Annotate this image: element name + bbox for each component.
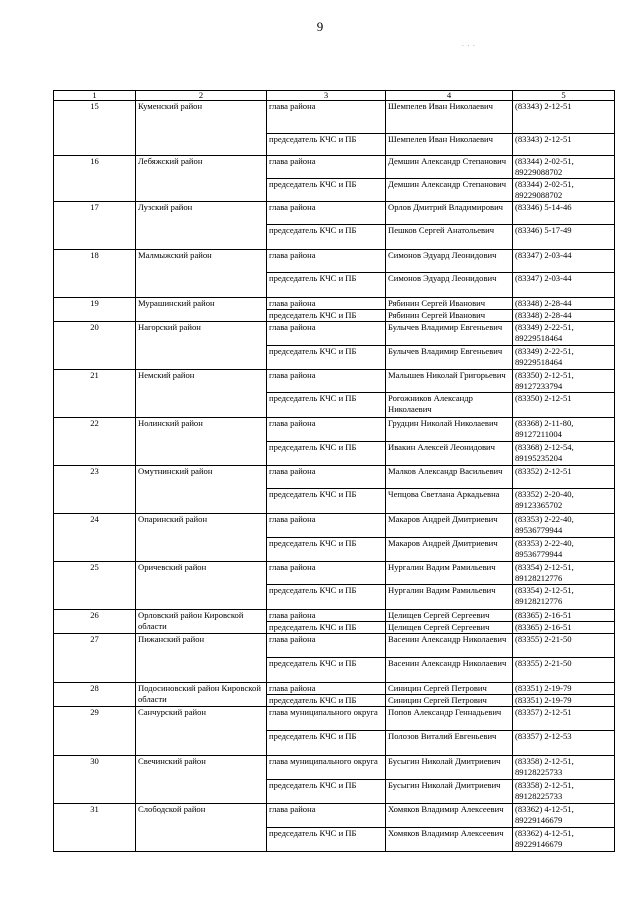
position-cell: глава района bbox=[267, 101, 386, 134]
phone-cell: (83349) 2-22-51, 89229518464 bbox=[513, 346, 615, 370]
row-number: 25 bbox=[54, 562, 136, 610]
row-number: 20 bbox=[54, 322, 136, 370]
position-cell: председатель КЧС и ПБ bbox=[267, 585, 386, 610]
table-row bbox=[54, 683, 615, 695]
position-cell: председатель КЧС и ПБ bbox=[267, 622, 386, 634]
table-row bbox=[54, 298, 615, 310]
phone-cell: (83344) 2-02-51, 89229088702 bbox=[513, 156, 615, 179]
position-cell: глава района bbox=[267, 466, 386, 489]
phone-cell: (83352) 2-20-40, 89123365702 bbox=[513, 489, 615, 514]
row-number: 22 bbox=[54, 418, 136, 466]
position-cell: глава района bbox=[267, 298, 386, 310]
position-cell: глава района bbox=[267, 202, 386, 225]
person-name-cell: Макаров Андрей Дмитриевич bbox=[386, 514, 513, 538]
phone-cell: (83344) 2-02-51, 89229088702 bbox=[513, 179, 615, 202]
table-row bbox=[54, 418, 615, 442]
table-row bbox=[54, 466, 615, 489]
phone-cell: (83355) 2-21-50 bbox=[513, 658, 615, 683]
person-name-cell: Рябинин Сергей Иванович bbox=[386, 310, 513, 322]
district-name: Оричевский район bbox=[136, 562, 267, 610]
position-cell: глава района bbox=[267, 250, 386, 273]
row-number: 19 bbox=[54, 298, 136, 322]
table-row bbox=[54, 756, 615, 780]
position-cell: глава района bbox=[267, 610, 386, 622]
person-name-cell: Синицин Сергей Петрович bbox=[386, 683, 513, 695]
position-cell: глава муниципального округа bbox=[267, 707, 386, 731]
row-number: 28 bbox=[54, 683, 136, 707]
phone-cell: (83357) 2-12-51 bbox=[513, 707, 615, 731]
table-row bbox=[54, 610, 615, 622]
header-row bbox=[54, 91, 615, 101]
table-row bbox=[54, 156, 615, 179]
district-name: Лузский район bbox=[136, 202, 267, 250]
phone-cell: (83368) 2-12-54, 89195235204 bbox=[513, 442, 615, 466]
person-name-cell: Макаров Андрей Дмитриевич bbox=[386, 538, 513, 562]
phone-cell: (83362) 4-12-51, 89229146679 bbox=[513, 804, 615, 828]
person-name-cell: Малков Александр Васильевич bbox=[386, 466, 513, 489]
person-name-cell: Симонов Эдуард Леонидович bbox=[386, 250, 513, 273]
phone-cell: (83362) 4-12-51, 89229146679 bbox=[513, 828, 615, 852]
person-name-cell: Шемпелев Иван Николаевич bbox=[386, 101, 513, 134]
phone-cell: (83347) 2-03-44 bbox=[513, 273, 615, 298]
phone-cell: (83351) 2-19-79 bbox=[513, 683, 615, 695]
position-cell: председатель КЧС и ПБ bbox=[267, 695, 386, 707]
district-name: Пижанский район bbox=[136, 634, 267, 683]
phone-cell: (83347) 2-03-44 bbox=[513, 250, 615, 273]
table-row bbox=[54, 370, 615, 393]
person-name-cell: Ивакин Алексей Леонидович bbox=[386, 442, 513, 466]
row-number: 24 bbox=[54, 514, 136, 562]
district-name: Слободской район bbox=[136, 804, 267, 852]
phone-cell: (83348) 2-28-44 bbox=[513, 310, 615, 322]
person-name-cell: Демшин Александр Степанович bbox=[386, 179, 513, 202]
position-cell: председатель КЧС и ПБ bbox=[267, 225, 386, 250]
row-number: 18 bbox=[54, 250, 136, 298]
table-row bbox=[54, 562, 615, 585]
position-cell: председатель КЧС и ПБ bbox=[267, 780, 386, 804]
person-name-cell: Рогожников Александр Николаевич bbox=[386, 393, 513, 418]
phone-cell: (83357) 2-12-53 bbox=[513, 731, 615, 756]
position-cell: председатель КЧС и ПБ bbox=[267, 346, 386, 370]
person-name-cell: Хомяков Владимир Алексеевич bbox=[386, 828, 513, 852]
person-name-cell: Булычев Владимир Евгеньевич bbox=[386, 322, 513, 346]
phone-cell: (83343) 2-12-51 bbox=[513, 101, 615, 134]
page-number: 9 bbox=[316, 19, 324, 34]
district-name: Немский район bbox=[136, 370, 267, 418]
position-cell: председатель КЧС и ПБ bbox=[267, 273, 386, 298]
column-header: 4 bbox=[386, 91, 513, 101]
position-cell: председатель КЧС и ПБ bbox=[267, 134, 386, 156]
table-row bbox=[54, 804, 615, 828]
person-name-cell: Синицин Сергей Петрович bbox=[386, 695, 513, 707]
phone-cell: (83350) 2-12-51 bbox=[513, 393, 615, 418]
person-name-cell: Орлов Дмитрий Владимирович bbox=[386, 202, 513, 225]
phone-cell: (83354) 2-12-51, 89128212776 bbox=[513, 585, 615, 610]
position-cell: глава района bbox=[267, 683, 386, 695]
position-cell: глава района bbox=[267, 562, 386, 585]
person-name-cell: Нургалин Вадим Рамильевич bbox=[386, 562, 513, 585]
person-name-cell: Попов Александр Геннадьевич bbox=[386, 707, 513, 731]
person-name-cell: Хомяков Владимир Алексеевич bbox=[386, 804, 513, 828]
table-row bbox=[54, 250, 615, 273]
district-name: Нагорский район bbox=[136, 322, 267, 370]
person-name-cell: Полозов Виталий Евгеньевич bbox=[386, 731, 513, 756]
person-name-cell: Булычев Владимир Евгеньевич bbox=[386, 346, 513, 370]
phone-cell: (83346) 5-14-46 bbox=[513, 202, 615, 225]
district-name: Нолинский район bbox=[136, 418, 267, 466]
district-name: Опаринский район bbox=[136, 514, 267, 562]
person-name-cell: Грудцин Николай Николаевич bbox=[386, 418, 513, 442]
phone-cell: (83353) 2-22-40, 89536779944 bbox=[513, 538, 615, 562]
row-number: 27 bbox=[54, 634, 136, 683]
district-name: Мурашинский район bbox=[136, 298, 267, 322]
phone-cell: (83353) 2-22-40, 89536779944 bbox=[513, 514, 615, 538]
person-name-cell: Рябинин Сергей Иванович bbox=[386, 298, 513, 310]
contacts-table bbox=[53, 90, 615, 852]
row-number: 16 bbox=[54, 156, 136, 202]
table-row bbox=[54, 101, 615, 134]
column-header: 5 bbox=[513, 91, 615, 101]
table-row bbox=[54, 634, 615, 658]
person-name-cell: Чепцова Светлана Аркадьевна bbox=[386, 489, 513, 514]
person-name-cell: Демшин Александр Степанович bbox=[386, 156, 513, 179]
row-number: 30 bbox=[54, 756, 136, 804]
person-name-cell: Целищев Сергей Сергеевич bbox=[386, 622, 513, 634]
position-cell: председатель КЧС и ПБ bbox=[267, 731, 386, 756]
district-name: Лебяжский район bbox=[136, 156, 267, 202]
position-cell: председатель КЧС и ПБ bbox=[267, 310, 386, 322]
position-cell: председатель КЧС и ПБ bbox=[267, 538, 386, 562]
row-number: 17 bbox=[54, 202, 136, 250]
position-cell: председатель КЧС и ПБ bbox=[267, 442, 386, 466]
position-cell: глава района bbox=[267, 156, 386, 179]
phone-cell: (83355) 2-21-50 bbox=[513, 634, 615, 658]
table-row bbox=[54, 514, 615, 538]
scan-speck: . . . bbox=[462, 40, 476, 48]
column-header: 3 bbox=[267, 91, 386, 101]
position-cell: глава района bbox=[267, 418, 386, 442]
position-cell: председатель КЧС и ПБ bbox=[267, 658, 386, 683]
district-name: Подосиновский район Кировской области bbox=[136, 683, 267, 707]
district-name: Куменский район bbox=[136, 101, 267, 156]
phone-cell: (83365) 2-16-51 bbox=[513, 610, 615, 622]
phone-cell: (83358) 2-12-51, 89128225733 bbox=[513, 756, 615, 780]
position-cell: председатель КЧС и ПБ bbox=[267, 179, 386, 202]
person-name-cell: Бусыгин Николай Дмитриевич bbox=[386, 780, 513, 804]
person-name-cell: Симонов Эдуард Леонидович bbox=[386, 273, 513, 298]
district-name: Санчурский район bbox=[136, 707, 267, 756]
table-row bbox=[54, 202, 615, 225]
column-header: 2 bbox=[136, 91, 267, 101]
phone-cell: (83351) 2-19-79 bbox=[513, 695, 615, 707]
table-row bbox=[54, 707, 615, 731]
row-number: 23 bbox=[54, 466, 136, 514]
row-number: 31 bbox=[54, 804, 136, 852]
position-cell: глава муниципального округа bbox=[267, 756, 386, 780]
phone-cell: (83368) 2-11-80, 89127211004 bbox=[513, 418, 615, 442]
district-name: Свечинский район bbox=[136, 756, 267, 804]
person-name-cell: Васенин Александр Николаевич bbox=[386, 658, 513, 683]
person-name-cell: Целищев Сергей Сергеевич bbox=[386, 610, 513, 622]
position-cell: председатель КЧС и ПБ bbox=[267, 489, 386, 514]
position-cell: глава района bbox=[267, 514, 386, 538]
position-cell: глава района bbox=[267, 804, 386, 828]
row-number: 29 bbox=[54, 707, 136, 756]
row-number: 15 bbox=[54, 101, 136, 156]
phone-cell: (83350) 2-12-51, 89127233794 bbox=[513, 370, 615, 393]
position-cell: председатель КЧС и ПБ bbox=[267, 393, 386, 418]
district-name: Орловский район Кировской области bbox=[136, 610, 267, 634]
position-cell: председатель КЧС и ПБ bbox=[267, 828, 386, 852]
district-name: Омутнинский район bbox=[136, 466, 267, 514]
position-cell: глава района bbox=[267, 322, 386, 346]
row-number: 21 bbox=[54, 370, 136, 418]
person-name-cell: Бусыгин Николай Дмитриевич bbox=[386, 756, 513, 780]
person-name-cell: Пешков Сергей Анатольевич bbox=[386, 225, 513, 250]
position-cell: глава района bbox=[267, 634, 386, 658]
person-name-cell: Малышев Николай Григорьевич bbox=[386, 370, 513, 393]
district-name: Малмыжский район bbox=[136, 250, 267, 298]
phone-cell: (83354) 2-12-51, 89128212776 bbox=[513, 562, 615, 585]
phone-cell: (83349) 2-22-51, 89229518464 bbox=[513, 322, 615, 346]
phone-cell: (83348) 2-28-44 bbox=[513, 298, 615, 310]
phone-cell: (83352) 2-12-51 bbox=[513, 466, 615, 489]
person-name-cell: Васенин Александр Николаевич bbox=[386, 634, 513, 658]
column-header: 1 bbox=[54, 91, 136, 101]
phone-cell: (83343) 2-12-51 bbox=[513, 134, 615, 156]
phone-cell: (83358) 2-12-51, 89128225733 bbox=[513, 780, 615, 804]
phone-cell: (83365) 2-16-51 bbox=[513, 622, 615, 634]
position-cell: глава района bbox=[267, 370, 386, 393]
person-name-cell: Нургалин Вадим Рамильевич bbox=[386, 585, 513, 610]
row-number: 26 bbox=[54, 610, 136, 634]
table-row bbox=[54, 322, 615, 346]
person-name-cell: Шемпелев Иван Николаевич bbox=[386, 134, 513, 156]
phone-cell: (83346) 5-17-49 bbox=[513, 225, 615, 250]
